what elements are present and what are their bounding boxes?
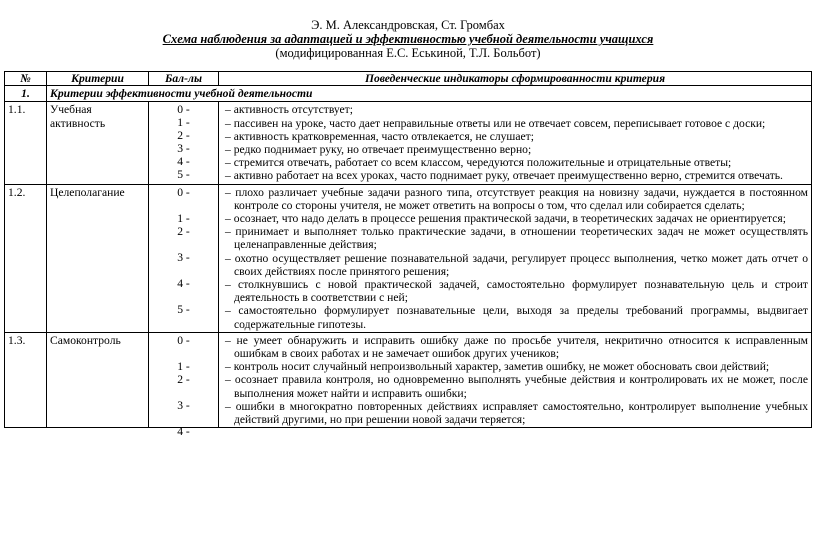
score-value: 1 -: [177, 211, 190, 225]
score-value: 1 -: [177, 116, 190, 130]
row-criterion: Целеполагание: [47, 184, 149, 332]
score-value: 4 -: [177, 155, 190, 169]
indicator-item: – контроль носит случайный непроизвольный характер, заметив ошибку, не может обосновать свои действий;: [225, 360, 770, 374]
row-scores: 0 - 1 - 2 - 3 - 4 -: [149, 332, 219, 427]
row-indicators: [219, 332, 812, 427]
table-row: [5, 332, 812, 427]
row-scores: [149, 184, 219, 332]
score-value: 3 -: [177, 398, 190, 412]
table-header-row: [5, 72, 812, 86]
row-criterion: Самоконтроль: [47, 332, 149, 427]
row-scores: [149, 102, 219, 184]
score-value: 3 -: [177, 250, 190, 264]
indicator-item: – осознает, что надо делать в процессе решения практической задачи, в теоретических задачах не ориентируется;: [225, 212, 786, 226]
indicator-item: – принимает и выполняет только практические задачи, в отношении теоретических задач не может осуществлять целенаправленные действия;: [225, 225, 808, 252]
column-header-scores: Бал-лы: [149, 72, 219, 86]
score-value: 5 -: [177, 168, 190, 182]
indicator-item: – охотно осуществляет решение познавательной задачи, регулирует процесс выполнения, четко может дать отчет о своих действиях после принятого решения;: [225, 251, 808, 278]
document-subtitle: (модифицированная Е.С. Еськиной, Т.Л. Больбот): [275, 46, 541, 60]
row-number: 1.2.: [5, 184, 47, 332]
indicator-item: – самостоятельно формулирует познавательные цели, выходя за пределы требований программы, выдвигает содержательные гипотезы.: [225, 304, 808, 331]
document-title: Схема наблюдения за адаптацией и эффективностью учебной деятельности учащихся: [162, 32, 654, 46]
section-row: [5, 86, 812, 102]
score-value: 1 -: [177, 359, 190, 373]
indicator-item: – редко поднимает руку, но отвечает преимущественно верно;: [225, 143, 532, 157]
column-header-indicators: Поведенческие индикаторы сформированности критерия: [219, 72, 812, 86]
score-value: 4 -: [177, 276, 190, 290]
score-value: 2 -: [177, 224, 190, 238]
score-value: 2 -: [177, 372, 190, 386]
table-row: [5, 184, 812, 332]
column-header-number: №: [5, 72, 47, 86]
observation-table: [4, 71, 812, 438]
indicator-item: – ошибки в многократно повторенных действиях исправляет самостоятельно, контролирует выполнение учебных действий другими, но при решении новой задачи теряется;: [225, 399, 808, 427]
score-value: 5 -: [177, 302, 190, 316]
authors-line: Э. М. Александровская, Ст. Громбах: [311, 18, 505, 32]
row-criterion: Учебная активность: [47, 102, 149, 184]
indicator-item: – не умеет обнаружить и исправить ошибку даже по просьбе учителя, некритично относится к исправленным ошибкам в своих работах и не замечает ошибок других учеников;: [225, 333, 808, 361]
row-number: 1.3.: [5, 332, 47, 427]
indicator-item: – пассивен на уроке, часто дает неправильные ответы или не отвечает совсем, переписывает готовое с доски;: [225, 116, 766, 130]
document-header: [0, 18, 816, 60]
row-number: 1.1.: [5, 102, 47, 184]
score-value: 0 -: [177, 333, 190, 347]
score-value: 3 -: [177, 142, 190, 156]
score-value: 0 -: [177, 185, 190, 199]
row-indicators: [219, 102, 812, 184]
indicator-item: – активность отсутствует;: [225, 103, 353, 117]
column-header-criteria: Критерии: [47, 72, 149, 86]
section-title: Критерии эффективности учебной деятельности: [47, 86, 812, 102]
indicator-item: – активно работает на всех уроках, часто поднимает руку, отвечает преимущественно верно, стремится отвечать.: [225, 169, 783, 183]
indicator-item: – осознает правила контроля, но одновременно выполнять учебные действия и контролировать их не может, после выполнения может найти и исправить ошибки;: [225, 373, 808, 400]
indicator-item: – столкнувшись с новой практической задачей, самостоятельно формулирует познавательную цель и строит деятельность в соответствии с ней;: [225, 278, 808, 305]
row-indicators: [219, 184, 812, 332]
indicator-item: – плохо различает учебные задачи разного типа, отсутствует реакция на новизну задачи, нуждается в постоянном контроле со стороны учителя, не может ответить на вопросы о том, что сделал или собирается сделать;: [225, 185, 808, 212]
table-row: [5, 102, 812, 184]
score-value: 0 -: [177, 103, 190, 117]
indicator-item: – активность кратковременная, часто отвлекается, не слушает;: [225, 129, 534, 143]
section-number: 1.: [5, 86, 47, 102]
indicator-item: – стремится отвечать, работает со всем классом, чередуются положительные и отрицательные ответы;: [225, 156, 732, 170]
score-value: 2 -: [177, 129, 190, 143]
